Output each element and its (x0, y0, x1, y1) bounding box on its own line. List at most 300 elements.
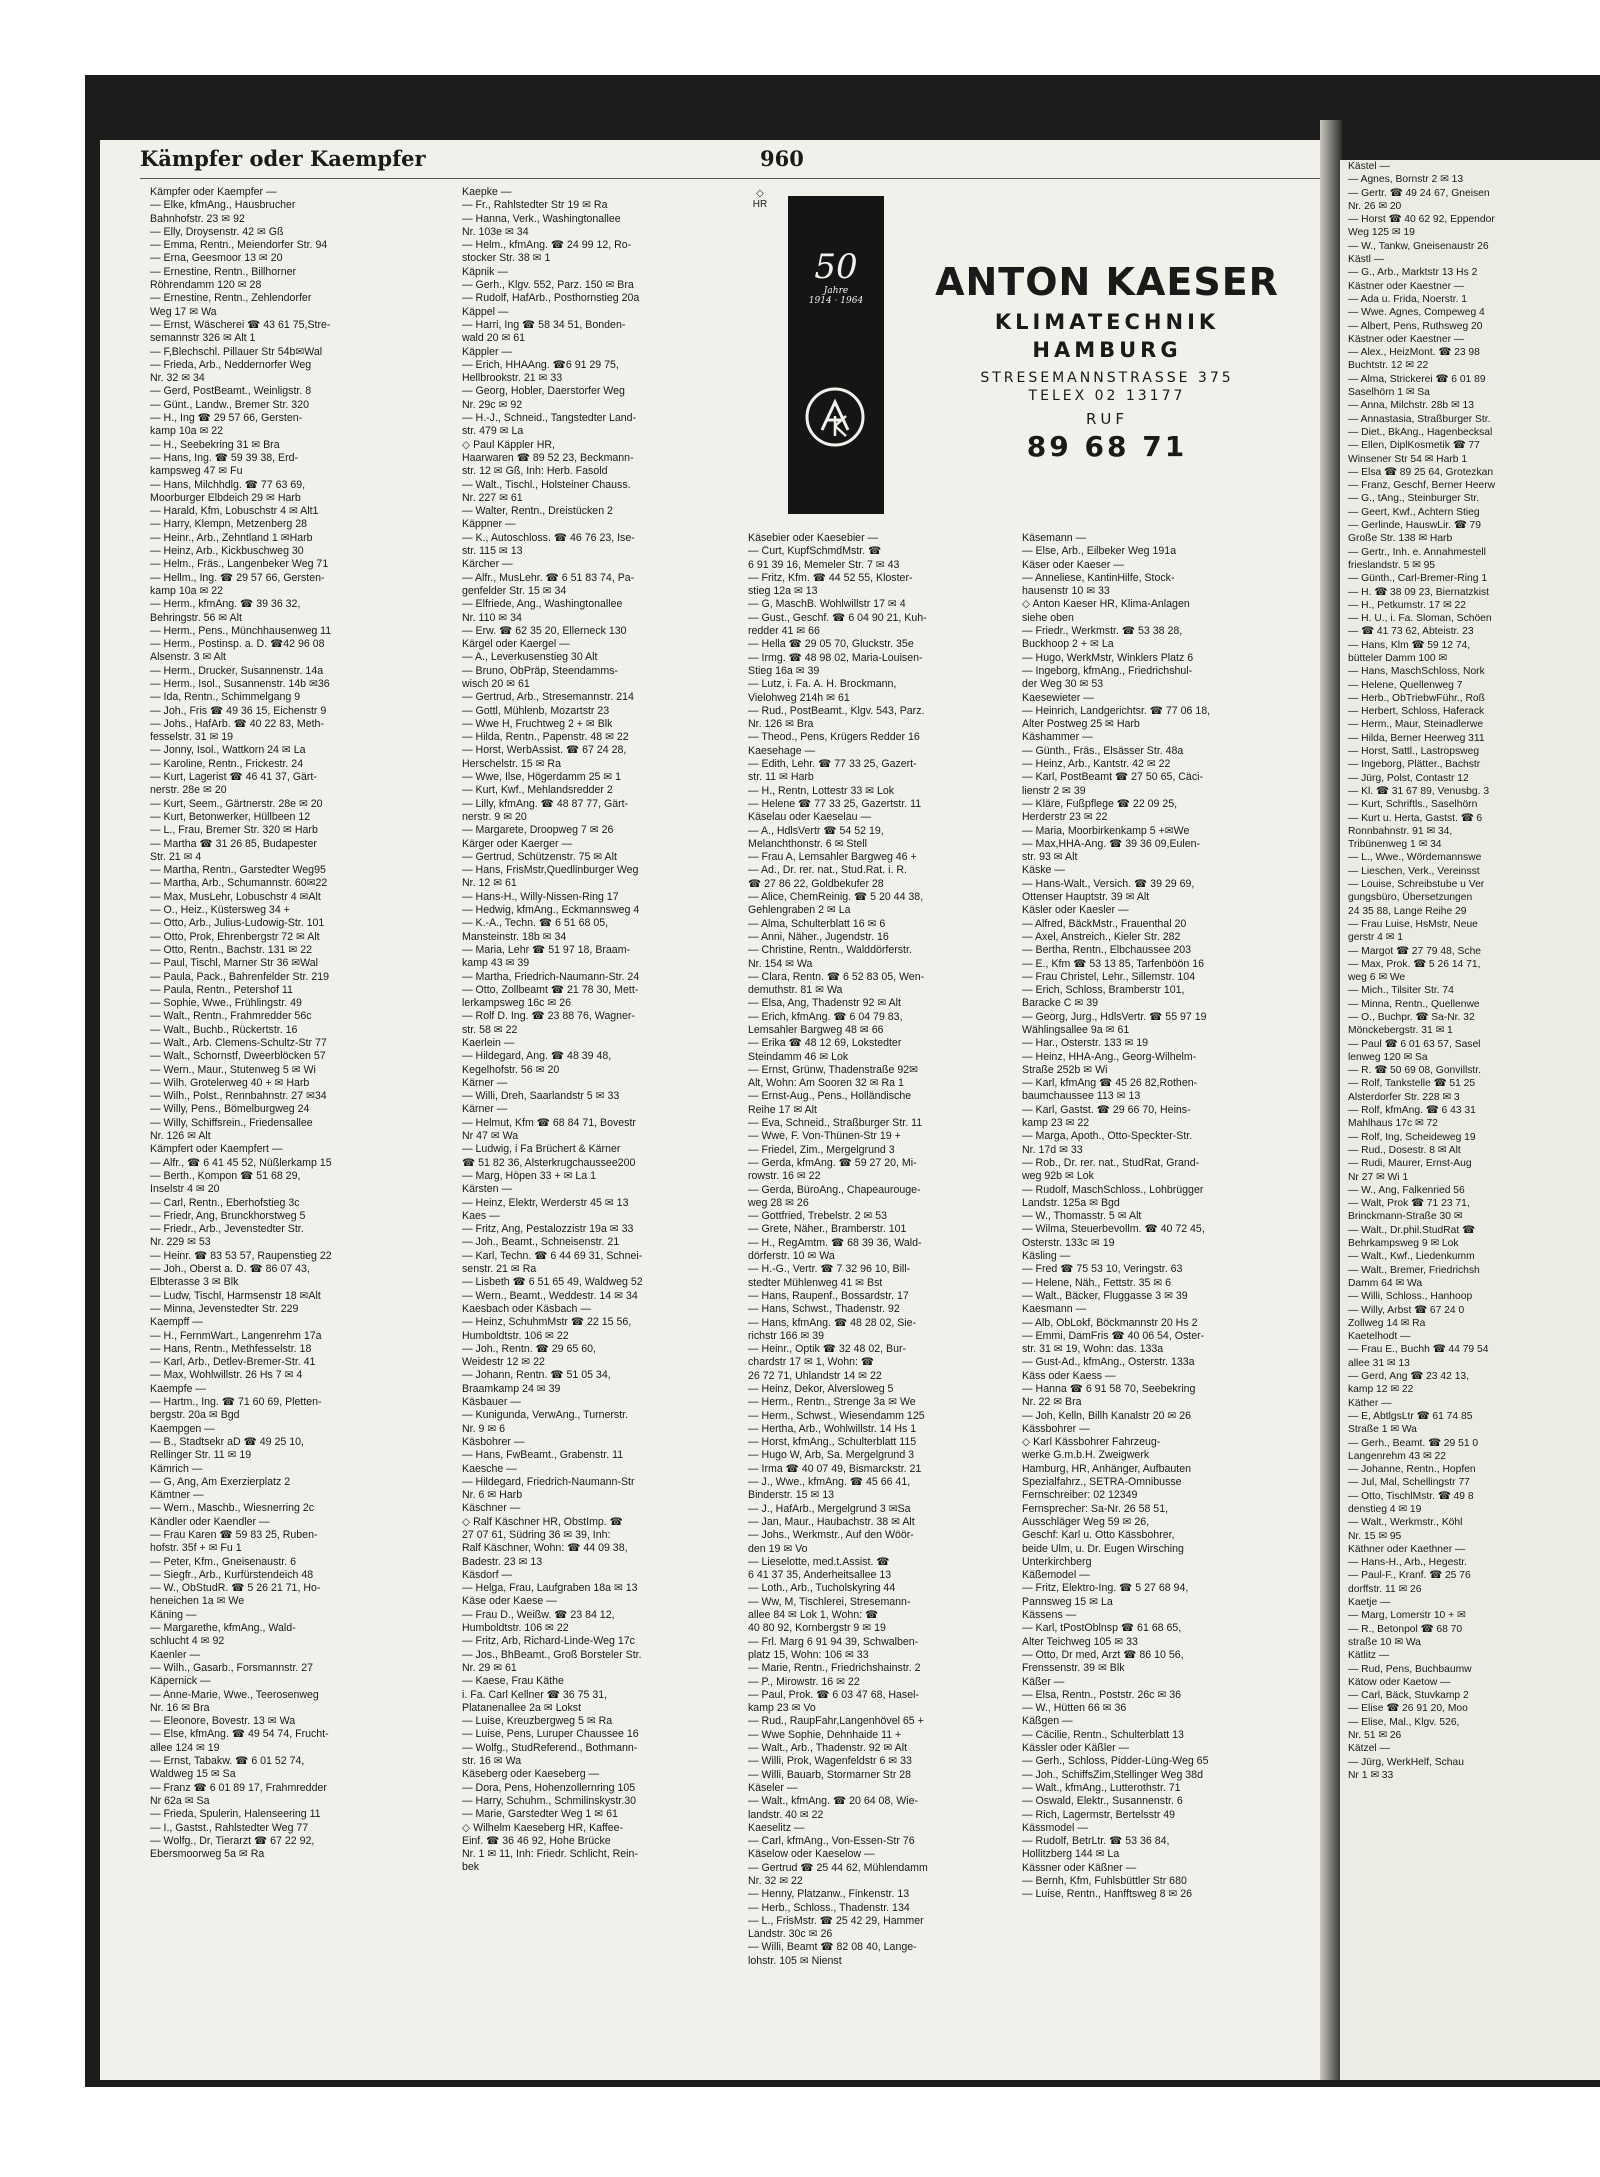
entry-line: — Ingeborg, Plätter., Bachstr (1348, 759, 1481, 771)
entry-line: Nr. 103e ✉ 34 (462, 225, 529, 238)
entry-line: Nr. 15 ✉ 95 (1348, 1530, 1402, 1542)
surname-heading: Kaempff — (150, 1316, 203, 1329)
entry-line: Geschf: Karl u. Otto Kässbohrer, (1022, 1529, 1175, 1542)
entry-line: — Alex., HeizMont. ☎ 23 98 (1348, 347, 1480, 359)
entry-line: — Louise, Schreibstube u Ver (1348, 879, 1485, 891)
entry-line: — Paul, Prok. ☎ 6 03 47 68, Hasel- (748, 1688, 920, 1701)
entry-line: str. 31 ✉ 19, Wohn: das. 133a (1022, 1343, 1164, 1356)
entry-line: — Günth., Carl-Bremer-Ring 1 (1348, 573, 1488, 585)
entry-line: lenweg 120 ✉ Sa (1348, 1051, 1428, 1063)
entry-line: richstr 166 ✉ 39 (748, 1329, 825, 1342)
entry-line: — Kurt, Betonwerker, Hüllbeen 12 (150, 810, 311, 823)
entry-line: — F,Blechschl. Pillauer Str 54b✉Wal (150, 345, 323, 358)
entry-line: rowstr. 16 ✉ 22 (748, 1170, 821, 1183)
entry-line: kamp 12 ✉ 22 (1348, 1384, 1414, 1396)
entry-line: — Wilh., Polst., Rennbahnstr. 27 ✉34 (150, 1090, 327, 1103)
surname-heading: Käshammer — (1022, 731, 1093, 744)
entry-line: — Horst ☎ 40 62 92, Eppendor (1348, 214, 1495, 226)
surname-heading: Kändler oder Kaendler — (150, 1515, 270, 1528)
entry-line: — Albert, Pens, Ruthsweg 20 (1348, 320, 1483, 332)
surname-heading: Käsdorf — (462, 1568, 513, 1581)
entry-line: — Gertr. ☎ 49 24 67, Gneisen (1348, 187, 1490, 199)
surname-heading: Käseberg oder Kaeseberg — (462, 1768, 600, 1781)
entry-line: — Walt, Prok ☎ 71 23 71, (1348, 1198, 1470, 1210)
entry-line: — Kurt, Lagerist ☎ 46 41 37, Gärt- (150, 771, 317, 784)
entry-line: 6 41 37 35, Anderheitsallee 13 (748, 1569, 892, 1582)
surname-heading: Kästl — (1348, 254, 1385, 266)
column-5 (1348, 160, 1598, 1782)
entry-line: str. 58 ✉ 22 (462, 1023, 518, 1036)
entry-line: Röhrendamm 120 ✉ 28 (150, 279, 262, 292)
entry-line: — Fritz, Arb, Richard-Linde-Weg 17c (462, 1635, 635, 1648)
surname-heading: Käsemann — (1022, 532, 1087, 544)
entry-line: semannstr 326 ✉ Alt 1 (150, 332, 256, 345)
entry-line: — Herm., Rentn., Strenge 3a ✉ We (748, 1396, 916, 1409)
entry-line: — Harry, Klempn, Metzenberg 28 (150, 518, 308, 531)
entry-line: — Wern., Beamt., Weddestr. 14 ✉ 34 (462, 1289, 638, 1302)
entry-line: — L., FrisMstr. ☎ 25 42 29, Hammer (748, 1914, 924, 1927)
ad-company-name: ANTON KAESER (935, 260, 1279, 304)
entry-line: — I., Gastst., Rahlstedter Weg 77 (150, 1821, 309, 1834)
entry-line: Einf. ☎ 36 46 92, Hohe Brücke (462, 1834, 611, 1847)
entry-line: — Heinr., Arb., Zehntland 1 ✉Harb (150, 531, 313, 544)
surname-heading: Kaepke — (462, 186, 512, 198)
entry-line: — Franz, Geschf, Berner Heerw (1348, 480, 1496, 492)
entry-line: — H., Rentn, Lottestr 33 ✉ Lok (748, 784, 895, 797)
column-1 (150, 186, 408, 1861)
ad-business-line: KLIMATECHNIK (994, 310, 1220, 334)
entry-line: — Gerh., Klgv. 552, Parz. 150 ✉ Bra (462, 279, 634, 292)
entry-line: Langenrehm 43 ✉ 22 (1348, 1450, 1446, 1462)
surname-heading: Käppner — (462, 518, 516, 531)
entry-line: demuthstr. 81 ✉ Wa (748, 984, 843, 997)
surname-heading: Kätlitz — (1348, 1650, 1390, 1662)
entry-line: — Horst, WerbAssist. ☎ 67 24 28, (462, 744, 627, 757)
surname-heading: Käsbauer — (462, 1396, 521, 1409)
entry-line: — Otto, TischlMstr. ☎ 49 8 (1348, 1490, 1474, 1502)
surname-heading: Kaetje — (1348, 1597, 1391, 1609)
surname-heading: Kässler oder Käßler — (1022, 1742, 1130, 1755)
entry-line: Landstr. 125a ✉ Bgd (1022, 1196, 1120, 1209)
entry-line: allee 124 ✉ 19 (150, 1741, 220, 1754)
surname-heading: Käppel — (462, 305, 509, 318)
entry-line: — Wwe H, Fruchtweg 2 + ✉ Blk (462, 717, 613, 730)
book-gutter (1320, 120, 1342, 2080)
entry-line: — Gertrud ☎ 25 44 62, Mühlendamm (748, 1861, 928, 1874)
anniversary-badge (802, 248, 870, 328)
entry-line: — Erich, Schloss, Bramberstr 101, (1022, 984, 1185, 997)
entry-line: — Oswald, Elektr., Susannenstr. 6 (1022, 1795, 1183, 1808)
entry-line: — Maria, Moorbirkenkamp 5 +✉We (1022, 824, 1190, 837)
entry-line: Spezialfahrz., SETRA-Omnibusse (1022, 1476, 1182, 1489)
entry-line: Straße 252b ✉ Wi (1022, 1063, 1108, 1076)
surname-heading: Kästel — (1348, 161, 1390, 172)
entry-line: Nr 1 ✉ 33 (1348, 1769, 1394, 1781)
entry-line: Elbterasse 3 ✉ Blk (150, 1276, 239, 1289)
entry-line: — Harald, Kfm, Lobuschstr 4 ✉ Alt1 (150, 505, 319, 518)
entry-line: — Karl, Arb., Detlev-Bremer-Str. 41 (150, 1356, 316, 1369)
entry-line: kamp 23 ✉ 22 (1022, 1117, 1090, 1130)
entry-line: — Helene, Quellenweg 7 (1348, 679, 1463, 691)
entry-line: lienstr 2 ✉ 39 (1022, 784, 1086, 797)
entry-line: — E., Kfm ☎ 53 13 85, Tarfenböön 16 (1022, 957, 1205, 970)
surname-heading: Käss oder Kaess — (1022, 1369, 1116, 1382)
entry-line: — Margarethe, kfmAng., Wald- (150, 1622, 296, 1635)
entry-line: — Otto, Rentn., Bachstr. 131 ✉ 22 (150, 943, 312, 956)
surname-heading: Kämrich — (150, 1462, 203, 1475)
entry-line: — Heinz, Dekor, Alversloweg 5 (748, 1383, 894, 1395)
entry-line: — Anni, Näher., Jugendstr. 16 (748, 930, 889, 943)
entry-line: — Hildegard, Ang. ☎ 48 39 48, (462, 1050, 612, 1063)
entry-line: — Luise, Rentn., Hanfftsweg 8 ✉ 26 (1022, 1888, 1193, 1901)
entry-line: — Carl, Rentn., Eberhofstieg 3c (150, 1196, 300, 1209)
entry-line: Pannsweg 15 ✉ La (1022, 1595, 1113, 1608)
entry-line: — Edith, Lehr. ☎ 77 33 25, Gazert- (748, 758, 917, 771)
entry-line: — Elise ☎ 26 91 20, Moo (1348, 1703, 1468, 1715)
entry-line: Lemsahler Bargweg 48 ✉ 66 (748, 1023, 884, 1036)
column-4 (1022, 532, 1318, 1902)
entry-line: — Karl, PostBeamt ☎ 27 50 65, Cäci- (1022, 771, 1204, 784)
entry-line: — Marie, Rentn., Friedrichshainstr. 2 (748, 1662, 921, 1675)
entry-line: — Hellm., Ing. ☎ 29 57 66, Gersten- (150, 571, 325, 584)
entry-line: — W., Thomasstr. 5 ✉ Alt (1022, 1210, 1142, 1223)
entry-line: — ☎ 41 73 62, Abteistr. 23 (1348, 626, 1474, 638)
entry-line: — Heinrich, Landgerichtsr. ☎ 77 06 18, (1022, 704, 1211, 717)
entry-line: Ronnbahnstr. 91 ✉ 34, (1348, 825, 1453, 837)
entry-line: Nr. 154 ✉ Wa (748, 957, 813, 970)
entry-line: — Luise, Pens, Luruper Chaussee 16 (462, 1728, 639, 1741)
entry-line: Nr 27 ✉ Wi 1 (1348, 1171, 1409, 1183)
entry-line: str. 479 ✉ La (462, 425, 524, 438)
surname-heading: Kaenler — (150, 1648, 201, 1661)
entry-line: — G, Ang, Am Exerzierplatz 2 (150, 1475, 291, 1488)
entry-line: — H.-J., Schneid., Tangstedter Land- (462, 412, 637, 425)
entry-line: Ebersmoorweg 5a ✉ Ra (150, 1848, 265, 1861)
entry-line: — Walt., Schornstf, Dweerblöcken 57 (150, 1050, 326, 1063)
surname-heading: Kaesmann — (1022, 1303, 1087, 1316)
entry-line: str. 12 ✉ Gß, Inh: Herb. Fasold (462, 465, 608, 478)
entry-line: Str. 21 ✉ 4 (150, 850, 202, 863)
entry-line: — Joh., Fris ☎ 49 36 15, Eichenstr 9 (150, 704, 327, 717)
surname-heading: Kätzel — (1348, 1743, 1390, 1755)
entry-line: Nr 62a ✉ Sa (150, 1794, 210, 1807)
surname-heading: Kärner — (462, 1076, 508, 1089)
entry-line: Osterstr. 133c ✉ 19 (1022, 1236, 1115, 1249)
entry-line: — Wern., Maur., Stutenweg 5 ✉ Wi (150, 1063, 316, 1076)
entry-line: — Geert, Kwf., Achtern Stieg (1348, 506, 1480, 518)
entry-line: Brinckmann-Straße 30 ✉ (1348, 1211, 1463, 1223)
entry-line: Herderstr 23 ✉ 22 (1022, 811, 1108, 824)
entry-line: — Georg, Hobler, Daerstorfer Weg (462, 385, 625, 398)
entry-line: — Hanna ☎ 6 91 58 70, Seebekring (1022, 1383, 1196, 1395)
running-title: Kämpfer oder Kaempfer (140, 146, 426, 171)
entry-line: nerstr. 9 ✉ 20 (462, 810, 527, 823)
entry-line: kamp 10a ✉ 22 (150, 425, 224, 438)
entry-line: — Walt., Tischl., Holsteiner Chauss. (462, 478, 631, 491)
entry-line: — Kurt, Seem., Gärtnerstr. 28e ✉ 20 (150, 797, 323, 810)
surname-heading: Kämtner — (150, 1489, 204, 1502)
entry-line: — Martha, Rentn., Garstedter Weg95 (150, 864, 326, 877)
entry-line: — Willy, Arbst ☎ 67 24 0 (1348, 1304, 1465, 1316)
entry-line: Behringstr. 56 ✉ Alt (150, 611, 242, 624)
entry-line: — Gerd, PostBeamt., Weinligstr. 8 (150, 385, 312, 398)
entry-line: — Otto, Arb., Julius-Ludowig-Str. 101 (150, 917, 325, 930)
anniversary-years: 1914 · 1964 (808, 296, 864, 306)
surname-heading: Käpernick — (150, 1675, 211, 1688)
entry-line: — Fritz, Elektro-Ing. ☎ 5 27 68 94, (1022, 1582, 1189, 1595)
entry-line: Reihe 17 ✉ Alt (748, 1103, 817, 1116)
surname-heading: Käselau oder Kaeselau — (748, 811, 872, 824)
surname-heading: Kaesbach oder Käsbach — (462, 1302, 591, 1315)
entry-line: — Hedwig, kfmAng., Eckmannsweg 4 (462, 904, 640, 917)
entry-line: — H., FernmWart., Langenrehm 17a (150, 1329, 322, 1342)
entry-line: Landstr. 30c ✉ 26 (748, 1928, 833, 1941)
entry-line: Humboldtstr. 106 ✉ 22 (462, 1622, 569, 1635)
entry-line: — Friedr., Werkmstr. ☎ 53 38 28, (1022, 625, 1183, 638)
entry-line: — Hans, MaschSchloss, Nork (1348, 666, 1485, 678)
entry-line: — Willy, Pens., Bömelburgweg 24 (150, 1103, 310, 1116)
entry-line: — Ernestine, Rentn., Billhorner (150, 265, 297, 278)
entry-line: — Frieda, Arb., Neddernorfer Weg (150, 358, 312, 371)
entry-line: — Hertha, Arb., Wohlwillstr. 14 Hs 1 (748, 1422, 917, 1435)
entry-line: — Günt., Landw., Bremer Str. 320 (150, 398, 309, 411)
entry-line: — Max, Wohlwillstr. 26 Hs 7 ✉ 4 (150, 1369, 303, 1382)
entry-line: — Kl. ☎ 31 67 89, Venusbg. 3 (1348, 785, 1490, 797)
entry-line: — Erna, Geesmoor 13 ✉ 20 (150, 252, 283, 265)
entry-line: — Henny, Platzanw., Finkenstr. 13 (748, 1888, 910, 1901)
surname-heading: Käthner oder Kaethner — (1348, 1543, 1466, 1555)
entry-line: — Walter, Rentn., Dreistücken 2 (462, 505, 613, 518)
entry-line: Nr. 6 ✉ Harb (462, 1489, 523, 1502)
entry-line: — A., Leverkusenstieg 30 Alt (462, 651, 598, 664)
surname-heading: Kämpfer oder Kaempfer — (150, 186, 277, 198)
entry-line: Nr. 29c ✉ 92 (462, 398, 523, 411)
entry-line: — Paula, Rentn., Petershof 11 (150, 983, 293, 996)
entry-line: — Anneliese, KantinHilfe, Stock- (1022, 571, 1175, 584)
entry-line: — H., RegAmtm. ☎ 68 39 36, Wald- (748, 1236, 922, 1249)
entry-line: bergstr. 20a ✉ Bgd (150, 1409, 240, 1422)
entry-line: — Rudolf, MaschSchloss., Lohbrügger (1022, 1183, 1204, 1196)
entry-line: — Mich., Tilsiter Str. 74 (1348, 985, 1454, 997)
entry-line: Mahlhaus 17c ✉ 72 (1348, 1118, 1438, 1130)
surname-heading: Käseler — (748, 1781, 798, 1794)
surname-heading: Käßgen — (1022, 1715, 1073, 1728)
entry-line: hofstr. 35f + ✉ Fu 1 (150, 1542, 242, 1555)
entry-line: — Jul, Mal, Schellingstr 77 (1348, 1477, 1470, 1489)
entry-line: Wählingsallee 9a ✉ 61 (1022, 1023, 1130, 1036)
entry-line: — Elise, Mal., Klgv. 526, (1348, 1716, 1460, 1728)
entry-line: — Elsa, Ang, Thadenstr 92 ✉ Alt (748, 997, 901, 1010)
entry-line: — Joh, Kelln, Billh Kanalstr 20 ✉ 26 (1022, 1409, 1192, 1422)
entry-line: — Herm., Pens., Münchhausenweg 11 (150, 624, 332, 637)
anniversary-number: 50 (814, 247, 858, 287)
surname-heading: Kaesewieter — (1022, 691, 1094, 704)
entry-line: allee 84 ✉ Lok 1, Wohn: ☎ (748, 1609, 879, 1622)
facing-page (1340, 160, 1600, 2080)
entry-line: — E, AbtlgsLtr ☎ 61 74 85 (1348, 1410, 1473, 1422)
entry-line: — Rob., Dr. rer. nat., StudRat, Grand- (1022, 1156, 1200, 1169)
entry-line: dorffstr. 11 ✉ 26 (1348, 1583, 1422, 1595)
entry-line: Damm 64 ✉ Wa (1348, 1277, 1423, 1289)
entry-line: — Alice, ChemReinig. ☎ 5 20 44 38, (748, 891, 924, 904)
entry-line: — Loth., Arb., Tucholskyring 44 (748, 1582, 896, 1595)
entry-line: lerkampsweg 16c ✉ 26 (462, 997, 571, 1010)
surname-heading: Käßemodel — (1022, 1569, 1090, 1582)
entry-line: 6 91 39 16, Memeler Str. 7 ✉ 43 (748, 558, 900, 571)
entry-line: — Wwe Sophie, Dehnhaide 11 + (748, 1728, 902, 1741)
entry-line: genfelder Str. 15 ✉ 34 (462, 584, 567, 597)
entry-line: — Walt., Arb. Clemens-Schultz-Str 77 (150, 1037, 327, 1049)
entry-line: — W., Hütten 66 ✉ 36 (1022, 1702, 1127, 1715)
entry-line: — Irma ☎ 40 07 49, Bismarckstr. 21 (748, 1462, 922, 1475)
surname-heading: Kässner oder Käßner — (1022, 1861, 1137, 1874)
entry-line: — Helm., kfmAng. ☎ 24 99 12, Ro- (462, 239, 632, 252)
entry-line: — G., Arb., Marktstr 13 Hs 2 (1348, 267, 1478, 279)
entry-line: — Hanna, Verk., Washingtonallee (462, 212, 621, 225)
entry-line: — Johs., HafArb. ☎ 40 22 83, Meth- (150, 717, 324, 730)
entry-line: — Heinz, Arb., Kantstr. 42 ✉ 22 (1022, 758, 1171, 771)
entry-line: Nr. 126 ✉ Alt (150, 1130, 211, 1143)
entry-line: — Hans-H., Willy-Nissen-Ring 17 (462, 890, 619, 903)
entry-line: nerstr. 28e ✉ 20 (150, 784, 227, 797)
entry-line: — Johanne, Rentn., Hopfen (1348, 1464, 1476, 1476)
surname-heading: Kaesche — (462, 1462, 517, 1475)
entry-line: — Jürg, WerkHelf, Schau (1348, 1756, 1464, 1768)
entry-line: — Elly, Droysenstr. 42 ✉ Gß (150, 225, 284, 238)
entry-line: Nr. 32 ✉ 34 (150, 372, 205, 385)
surname-heading: Käther — (1348, 1397, 1392, 1409)
entry-line: — Rud., PostBeamt., Klgv. 543, Parz. (748, 704, 925, 717)
entry-line: — O., Buchpr. ☎ Sa-Nr. 32 (1348, 1012, 1475, 1023)
surname-heading: Kärsten — (462, 1183, 513, 1196)
surname-heading: Käsbohrer — (462, 1435, 525, 1448)
entry-line: — Alma, Strickerei ☎ 6 01 89 (1348, 373, 1486, 385)
entry-line: senstr. 21 ✉ Ra (462, 1263, 537, 1276)
surname-heading: Käning — (150, 1608, 197, 1621)
entry-line: — Christine, Rentn., Walddörferstr. (748, 944, 912, 957)
entry-line: — Ernst, Wäscherei ☎ 43 61 75,Stre- (150, 318, 331, 331)
entry-line: Zollweg 14 ✉ Ra (1348, 1317, 1426, 1329)
entry-line: — Marg, Lomerstr 10 + ✉ (1348, 1610, 1466, 1622)
entry-line: — L., Wwe., Wördemannswe (1348, 852, 1482, 864)
entry-line: Rellinger Str. 11 ✉ 19 (150, 1449, 252, 1462)
entry-line: — Karoline, Rentn., Frickestr. 24 (150, 757, 304, 770)
entry-line: — P., Mirowstr. 16 ✉ 22 (748, 1675, 860, 1688)
entry-line: — Ad., Dr. rer. nat., Stud.Rat. i. R. (748, 864, 907, 877)
entry-line: — Friedel, Zim., Mergelgrund 3 (748, 1143, 895, 1156)
entry-line: — Annastasia, Straßburger Str. (1348, 413, 1491, 425)
entry-line: — Rolf, Ing, Scheideweg 19 (1348, 1131, 1476, 1143)
entry-line: — Heinr. ☎ 83 53 57, Raupenstieg 22 (150, 1249, 332, 1262)
surname-heading: Käsebier oder Kaesebier — (748, 532, 879, 544)
entry-line: — L., Frau, Bremer Str. 320 ✉ Harb (150, 824, 318, 837)
entry-line: — Elke, kfmAng., Hausbrucher (150, 199, 296, 212)
entry-line: — Rud., RaupFahr,Langenhövel 65 + (748, 1715, 924, 1728)
entry-line: — Ida, Rentn., Schimmelgang 9 (150, 691, 301, 704)
column-2 (462, 186, 728, 1875)
entry-line: — Hilda, Rentn., Papenstr. 48 ✉ 22 (462, 731, 629, 744)
entry-line: — Karl, Techn. ☎ 6 44 69 31, Schnei- (462, 1249, 643, 1262)
entry-line: beide Ulm, u. Dr. Eugen Wirsching (1022, 1542, 1184, 1555)
entry-line: — Heinr., Optik ☎ 32 48 02, Bur- (748, 1343, 907, 1356)
entry-line: — Alb, ObLokf, Böckmannstr 20 Hs 2 (1022, 1316, 1198, 1329)
entry-line: — Minna, Rentn., Quellenwe (1348, 998, 1480, 1010)
entry-line: — H. ☎ 38 09 23, Biernatzkist (1348, 586, 1490, 598)
surname-heading: Kässmodel — (1022, 1821, 1088, 1834)
entry-line: — O., Heiz., Küstersweg 34 + (150, 904, 290, 917)
entry-line: Mönckebergstr. 31 ✉ 1 (1348, 1025, 1453, 1037)
entry-line: Nr. 22 ✉ Bra (1022, 1396, 1082, 1409)
surname-heading: Käse oder Kaese — (462, 1595, 557, 1608)
entry-line: — Anne-Marie, Wwe., Teerosenweg (150, 1688, 319, 1701)
entry-line: Nr. 16 ✉ Bra (150, 1701, 210, 1714)
entry-line: — Carl, Bäck, Stuvkamp 2 (1348, 1690, 1469, 1702)
entry-line: — Ingeborg, kfmAng., Friedrichshul- (1022, 664, 1193, 677)
entry-line: Nr. 12 ✉ 61 (462, 877, 517, 890)
entry-line: Nr. 26 ✉ 20 (1348, 200, 1402, 212)
entry-line: — Dora, Pens, Hohenzollernring 105 (462, 1781, 636, 1794)
entry-line: — K., Autoschloss. ☎ 46 76 23, Ise- (462, 531, 635, 544)
entry-line: — Heinz, HHA-Ang., Georg-Wilhelm- (1022, 1050, 1197, 1063)
entry-line: — Martha ☎ 31 26 85, Budapester (150, 837, 317, 850)
entry-line: — Frau Christel, Lehr., Sillemstr. 104 (1022, 970, 1196, 983)
entry-line: 27 07 61, Südring 36 ✉ 39, Inh: (462, 1528, 611, 1541)
entry-line: — Karl, kfmAng ☎ 45 26 82,Rothen- (1022, 1077, 1198, 1090)
entry-line: Alsterdorfer Str. 228 ✉ 3 (1348, 1091, 1460, 1103)
entry-line: 24 35 88, Lange Reihe 29 (1348, 905, 1467, 917)
entry-line: — Paul-F., Kranf. ☎ 25 76 (1348, 1570, 1471, 1582)
entry-line: — Joh., Beamt., Schneisenstr. 21 (462, 1236, 620, 1249)
firm-entry-line: ◇ Karl Kässbohrer Fahrzeug- (1022, 1436, 1161, 1449)
surname-heading: Kätow oder Kaetow — (1348, 1676, 1451, 1688)
entry-line: — Lutz, i. Fa. A. H. Brockmann, (748, 678, 897, 691)
anniversary-label: Jahre (823, 286, 849, 296)
entry-line: — Alma, Schulterblatt 16 ✉ 6 (748, 917, 886, 930)
entry-line: — Hilda, Berner Heerweg 311 (1348, 732, 1485, 744)
entry-line: Nr. 1 ✉ 11, Inh: Friedr. Schlicht, Rein- (462, 1848, 638, 1861)
entry-line: — Georg, Jurg., HdlsVertr. ☎ 55 97 19 (1022, 1010, 1207, 1023)
entry-line: — Hans, FwBeamt., Grabenstr. 11 (462, 1449, 624, 1462)
entry-line: — Rolf, kfmAng. ☎ 6 43 31 (1348, 1105, 1476, 1117)
surname-heading: Kästner oder Kaestner — (1348, 333, 1465, 345)
surname-heading: Kaerlein — (462, 1037, 515, 1049)
entry-line: — Hans, kfmAng. ☎ 48 28 02, Sie- (748, 1316, 917, 1329)
surname-heading: Käppler — (462, 345, 513, 358)
surname-heading: Kärger oder Kaerger — (462, 837, 573, 850)
entry-line: kampsweg 47 ✉ Fu (150, 465, 243, 478)
entry-line: — Walt., Werkmstr., Köhl (1348, 1517, 1463, 1529)
entry-line: — Wolfg., Dr, Tierarzt ☎ 67 22 92, (150, 1834, 315, 1847)
entry-line: — Ernst, Grünw, Thadenstraße 92✉ (748, 1063, 919, 1076)
entry-line: — Paula, Pack., Bahrenfelder Str. 219 (150, 970, 330, 983)
entry-line: — Herm., Isol., Susannenstr. 14b ✉36 (150, 677, 330, 690)
entry-line: — Bertha, Rentn., Elbchaussee 203 (1022, 944, 1192, 957)
firm-entry-line: ◇ Anton Kaeser HR, Klima-Anlagen (1022, 598, 1190, 611)
entry-line: — W., ObStudR. ☎ 5 26 21 71, Ho- (150, 1582, 321, 1595)
entry-line: Ralf Käschner, Wohn: ☎ 44 09 38, (462, 1542, 628, 1555)
page-number: 960 (760, 146, 804, 171)
entry-line: — Fritz, Ang, Pestalozzistr 19a ✉ 33 (462, 1223, 634, 1236)
entry-line: str. 11 ✉ Harb (748, 771, 814, 784)
entry-line: — Lieschen, Verk., Vereinsst (1348, 865, 1480, 877)
surname-heading: Kästner oder Kaestner — (1348, 280, 1465, 292)
entry-line: — Karl, tPostOblnsp ☎ 61 68 65, (1022, 1622, 1182, 1635)
entry-line: Nr. 17d ✉ 33 (1022, 1143, 1083, 1156)
entry-line: — Hugo W, Arb, Sa. Mergelgrund 3 (748, 1449, 915, 1462)
entry-line: denstieg 4 ✉ 19 (1348, 1503, 1422, 1515)
entry-line: — Herm., Schwst., Wiesendamm 125 (748, 1409, 925, 1422)
entry-line: — Friedr, Ang, Brunckhorstweg 5 (150, 1209, 306, 1222)
